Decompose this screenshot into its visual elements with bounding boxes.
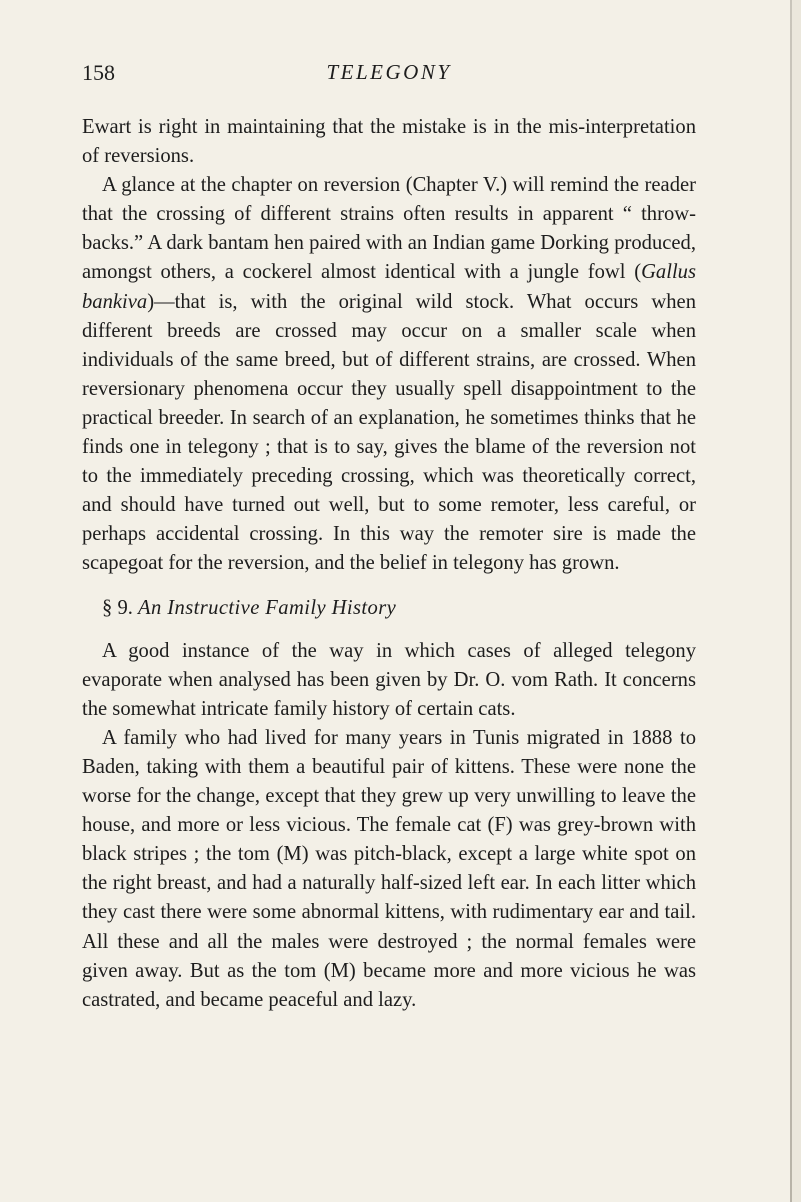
page-number: 158 xyxy=(82,60,115,85)
paragraph-2 xyxy=(82,171,696,578)
paragraph-4: A family who had lived for many years in Tunis migrated in 1888 to Baden, taking with them a beautiful pair of kittens. These were none the worse for the change, except that they grew up very unwilling to leave the house, and more or less vicious. The female cat (F) was grey-brown with black stripes ; the tom (M) was pitch-black, except a large white spot on the right breast, and had a naturally half-sized left ear. In each litter which they cast there were some abnormal kittens, with rudimentary ear and tail. All these and all the males were destroyed ; the normal females were given away. But as the tom (M) became more and more vicious he was castrated, and became peaceful and lazy. xyxy=(82,726,696,1011)
page-edge-shadow xyxy=(792,0,801,1202)
species-name: Gallus bankiva xyxy=(82,261,696,313)
body-text xyxy=(82,113,696,1015)
paragraph-3: A good instance of the way in which cases of alleged telegony evaporate when analysed has been given by Dr. O. vom Rath. It concerns the somewhat intricate family history of certain cats. xyxy=(82,639,696,720)
section-title: An Instructive Family History xyxy=(138,596,397,619)
page-header xyxy=(82,60,696,92)
section-number: § 9. xyxy=(102,596,133,619)
paragraph-2-part-b: )—that is, with the original wild stock. What occurs when different breeds are crossed may occur on a smaller scale when individuals of the same breed, but of different strains, are crossed. When reversionary phenomena occur they usually spell disappointment to the practical breeder. In search of an explanation, he sometimes thinks that he finds one in telegony ; that is to say, gives the blame of the reversion not to the immediately preceding crossing, which was theoretically correct, and should have turned out well, but to some remoter, less careful, or perhaps accidental crossing. In this way the remoter sire is made the scapegoat for the reversion, and the belief in telegony has grown. xyxy=(82,290,696,575)
running-title: TELEGONY xyxy=(326,60,452,84)
paragraph-1: Ewart is right in maintaining that the mistake is in the mis-interpretation of reversions. xyxy=(82,116,696,168)
section-heading xyxy=(82,594,696,623)
paragraph-2-part-a: A glance at the chapter on reversion (Chapter V.) will remind the reader that the crossing of different strains often results in apparent “ throw-backs.” A dark bantam hen paired with an Indian game Dorking produced, amongst others, a cockerel almost identical with a jungle fowl ( xyxy=(82,174,696,284)
